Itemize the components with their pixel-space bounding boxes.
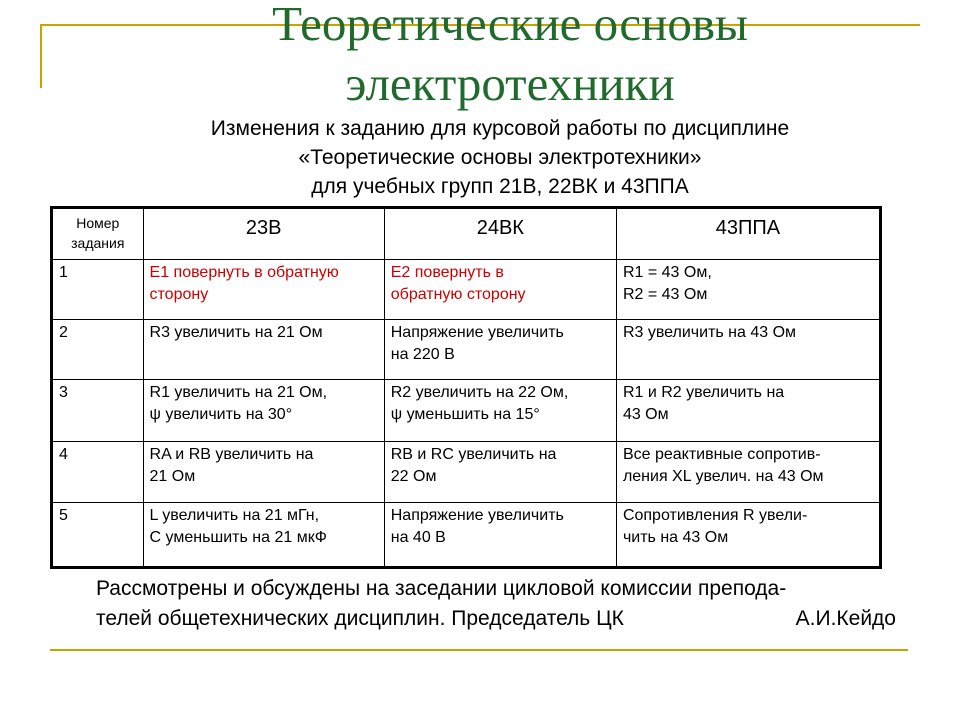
cell-line: чить на 43 Ом (622, 529, 729, 546)
subtitle-line: Изменения к заданию для курсовой работы по дисциплине (210, 117, 790, 140)
table-row (52, 260, 881, 320)
task-number: 2 (52, 320, 144, 380)
subtitle (150, 114, 850, 201)
task-number: 4 (52, 442, 144, 503)
frame-bottom-line (50, 649, 908, 651)
cell-line: R3 увеличить на 21 Ом (149, 324, 323, 341)
cell-line: ления XL увелич. на 43 Ом (622, 468, 824, 485)
cell-line: Сопротивления R увели- (622, 507, 808, 524)
table-row (52, 442, 881, 503)
cell-23v (143, 380, 384, 442)
cell-24vk (384, 320, 616, 380)
table-row (52, 503, 881, 568)
subtitle-line: для учебных групп 21В, 22ВК и 43ППА (311, 175, 689, 198)
cell-line: R1 и R2 увеличить на (622, 384, 785, 401)
cell-line: Е1 повернуть в обратную (149, 264, 339, 281)
approval-text-1: Рассмотрены и обсуждены на заседании цикловой комиссии препода- (96, 577, 787, 600)
cell-line: RB и RC увеличить на (390, 446, 557, 463)
cell-23v (143, 320, 384, 380)
cell-43ppa (616, 503, 880, 568)
cell-24vk (384, 260, 616, 320)
header-group-24vk: 24ВК (384, 208, 616, 260)
table-header-row (52, 208, 881, 260)
approval-line-1 (96, 574, 896, 604)
cell-24vk (384, 380, 616, 442)
subtitle-line: «Теоретические основы электротехники» (298, 146, 702, 169)
frame-left-line (40, 24, 42, 88)
cell-line: Все реактивные сопротив- (622, 446, 821, 463)
header-group-23v: 23В (143, 208, 384, 260)
cell-line: Е2 повернуть в (390, 264, 504, 281)
table-row (52, 320, 881, 380)
cell-line: ψ уменьшить на 15° (390, 406, 540, 423)
chair-signature-name: А.И.Кейдо (795, 607, 896, 630)
cell-line: на 220 В (390, 346, 455, 363)
cell-line: сторону (149, 286, 209, 303)
cell-24vk (384, 442, 616, 503)
cell-line: С уменьшить на 21 мкФ (149, 529, 327, 546)
approval-note (96, 574, 896, 634)
cell-line: R2 увеличить на 22 Ом, (390, 384, 569, 401)
cell-line: 21 Ом (149, 468, 196, 485)
cell-line: Напряжение увеличить (390, 324, 564, 341)
slide-title: Теоретические основы электротехники (272, 0, 748, 111)
cell-line: ψ увеличить на 30° (149, 406, 293, 423)
assignment-changes-table (50, 206, 882, 569)
approval-text-2: телей общетехнических дисциплин. Председатель ЦК (96, 607, 624, 630)
cell-line: R3 увеличить на 43 Ом (622, 324, 797, 341)
cell-line: Напряжение увеличить (390, 507, 564, 524)
cell-line: обратную сторону (390, 286, 526, 303)
table-row (52, 380, 881, 442)
task-number: 5 (52, 503, 144, 568)
cell-line: R1 = 43 Ом, (622, 264, 712, 281)
cell-43ppa (616, 442, 880, 503)
cell-23v (143, 260, 384, 320)
cell-line: на 40 В (390, 529, 446, 546)
header-group-43ppa: 43ППА (616, 208, 880, 260)
cell-43ppa (616, 320, 880, 380)
approval-line-2 (96, 604, 896, 634)
task-number: 1 (52, 260, 144, 320)
cell-line: R1 увеличить на 21 Ом, (149, 384, 328, 401)
cell-43ppa (616, 380, 880, 442)
cell-line: R2 = 43 Ом (622, 286, 708, 303)
cell-43ppa (616, 260, 880, 320)
header-task-number: Номер задания (52, 208, 144, 260)
cell-24vk (384, 503, 616, 568)
cell-line: RA и RB увеличить на (149, 446, 314, 463)
spacer (624, 604, 796, 634)
cell-line: L увеличить на 21 мГн, (149, 507, 320, 524)
cell-line: 43 Ом (622, 406, 669, 423)
task-number: 3 (52, 380, 144, 442)
cell-line: 22 Ом (390, 468, 437, 485)
cell-23v (143, 442, 384, 503)
cell-23v (143, 503, 384, 568)
